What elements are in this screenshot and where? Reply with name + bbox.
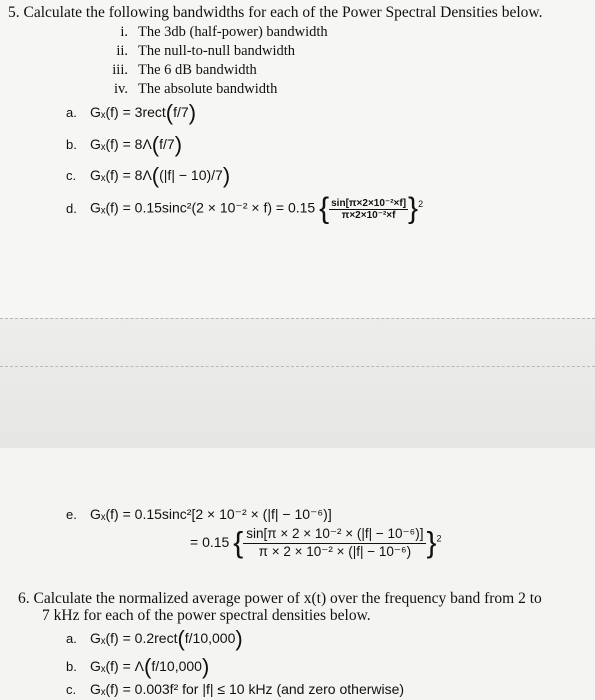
equation-5a: a. Gₓ(f) = 3rect(f/7) (66, 100, 197, 125)
equation-6b: b. Gₓ(f) = Λ(f/10,000) (66, 654, 210, 679)
bandwidth-item: iv. The absolute bandwidth (114, 81, 278, 97)
equation-5e-expansion: = 0.15 { $\frac{\text{sin[π × 2 × 10⁻² × (|f| − 10⁻⁶)]}}{\text{π × 2 × 10⁻² × (|f| − 10⁻⁶)}}$ }$^2$ (190, 526, 442, 560)
equation-5c: c. Gₓ(f) = 8Λ((|f| − 10)/7) (66, 163, 231, 188)
bandwidth-item: i. The 3db (half-power) bandwidth (120, 24, 328, 40)
question-5-title: 5. Calculate the following bandwidths for each of the Power Spectral Densities below. (8, 4, 543, 21)
divider (0, 366, 595, 367)
page-gap (0, 318, 595, 448)
bandwidth-item: ii. The null-to-null bandwidth (116, 43, 296, 59)
question-6-title: 6. Calculate the normalized average power of x(t) over the frequency band from 2 to (18, 590, 542, 607)
divider (0, 318, 595, 319)
equation-6a: a. Gₓ(f) = 0.2rect(f/10,000) (66, 626, 243, 651)
equation-5e: e. Gₓ(f) = 0.15sinc²[2 × 10⁻² × (|f| − 10⁻⁶)] (66, 506, 332, 522)
equation-5d: d. Gₓ(f) = 0.15sinc²(2 × 10⁻² × f) = 0.15 { $\frac{\text{sin[π×2×10⁻²×f]}}{\text{π×2×10⁻²×f}}$ }$^2$ (66, 192, 424, 225)
equation-5b: b. Gₓ(f) = 8Λ(f/7) (66, 132, 183, 157)
question-6-title-cont: 7 kHz for each of the power spectral densities below. (42, 607, 371, 624)
equation-6c: c. Gₓ(f) = 0.003f² for |f| ≤ 10 kHz (and zero otherwise) (66, 681, 405, 697)
bandwidth-item: iii. The 6 dB bandwidth (112, 62, 257, 78)
